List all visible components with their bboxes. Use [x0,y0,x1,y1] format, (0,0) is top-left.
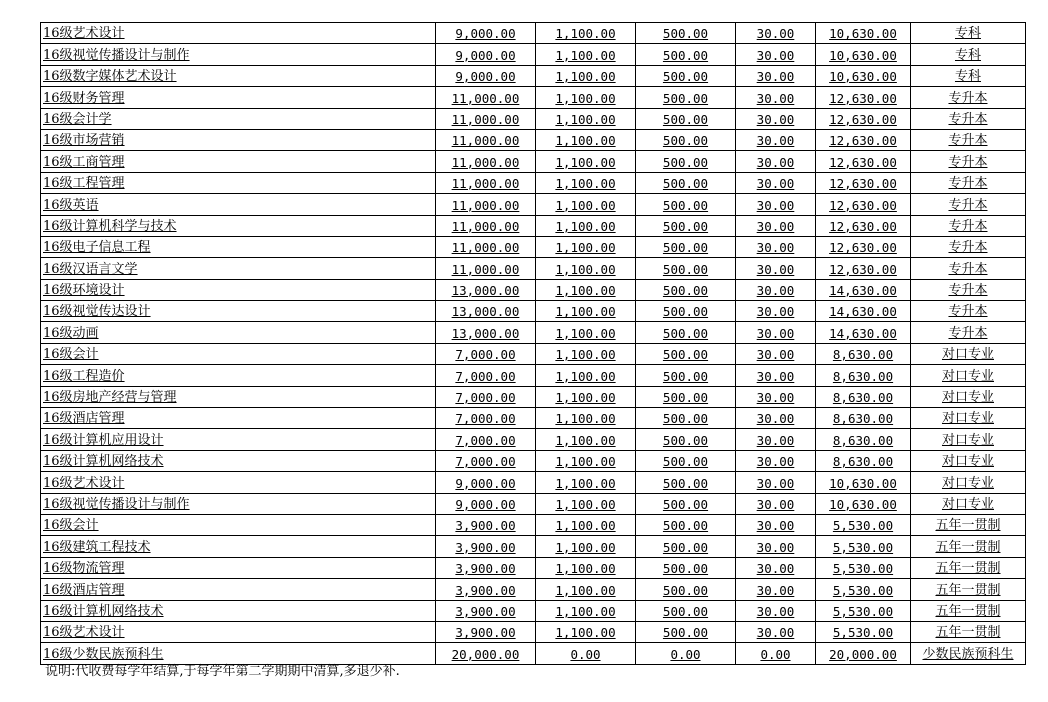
program-name-cell: 16级物流管理 [41,557,436,578]
fee-cell: 1,100.00 [536,343,636,364]
fee-cell: 500.00 [636,365,736,386]
tuition-cell: 11,000.00 [436,151,536,172]
table-row [41,322,1026,343]
total-cell: 14,630.00 [816,279,911,300]
table-row [41,386,1026,407]
program-name-cell: 16级计算机网络技术 [41,600,436,621]
table-row [41,301,1026,322]
program-name-cell: 16级数字媒体艺术设计 [41,65,436,86]
tuition-cell: 13,000.00 [436,322,536,343]
fee-cell: 1,100.00 [536,44,636,65]
total-cell: 12,630.00 [816,258,911,279]
tuition-cell: 11,000.00 [436,236,536,257]
tuition-cell: 11,000.00 [436,172,536,193]
fee-cell: 1,100.00 [536,450,636,471]
total-cell: 5,530.00 [816,514,911,535]
program-name-cell: 16级计算机科学与技术 [41,215,436,236]
table-row [41,279,1026,300]
tuition-cell: 7,000.00 [436,450,536,471]
fee-cell: 1,100.00 [536,429,636,450]
total-cell: 14,630.00 [816,301,911,322]
level-cell: 专升本 [911,151,1026,172]
fee-cell: 30.00 [736,279,816,300]
fee-cell: 1,100.00 [536,365,636,386]
fee-cell: 500.00 [636,108,736,129]
fee-cell: 1,100.00 [536,215,636,236]
fee-cell: 500.00 [636,194,736,215]
table-row [41,408,1026,429]
fee-cell: 30.00 [736,236,816,257]
tuition-cell: 3,900.00 [436,514,536,535]
tuition-cell: 9,000.00 [436,65,536,86]
footnote: 说明:代收费每学年结算,于每学年第二学期期中清算,多退少补. [45,664,400,679]
level-cell: 专升本 [911,172,1026,193]
level-cell: 专升本 [911,215,1026,236]
level-cell: 专升本 [911,258,1026,279]
tuition-cell: 9,000.00 [436,472,536,493]
total-cell: 12,630.00 [816,151,911,172]
fee-cell: 1,100.00 [536,236,636,257]
total-cell: 5,530.00 [816,557,911,578]
total-cell: 8,630.00 [816,408,911,429]
tuition-cell: 11,000.00 [436,108,536,129]
table-row [41,215,1026,236]
table-row [41,151,1026,172]
fee-cell: 1,100.00 [536,87,636,108]
fee-cell: 1,100.00 [536,23,636,44]
program-name-cell: 16级财务管理 [41,87,436,108]
program-name-cell: 16级视觉传达设计 [41,301,436,322]
fee-cell: 500.00 [636,429,736,450]
fee-cell: 500.00 [636,322,736,343]
fee-cell: 1,100.00 [536,258,636,279]
fee-cell: 500.00 [636,172,736,193]
total-cell: 10,630.00 [816,23,911,44]
program-name-cell: 16级动画 [41,322,436,343]
fee-table-body [41,23,1026,665]
fee-cell: 1,100.00 [536,151,636,172]
fee-cell: 30.00 [736,258,816,279]
total-cell: 12,630.00 [816,172,911,193]
table-row [41,472,1026,493]
program-name-cell: 16级工程管理 [41,172,436,193]
tuition-cell: 11,000.00 [436,258,536,279]
level-cell: 专科 [911,65,1026,86]
fee-cell: 30.00 [736,472,816,493]
table-row [41,621,1026,642]
tuition-cell: 3,900.00 [436,600,536,621]
table-row [41,129,1026,150]
fee-cell: 30.00 [736,108,816,129]
tuition-cell: 11,000.00 [436,87,536,108]
program-name-cell: 16级会计 [41,514,436,535]
fee-table [40,22,1026,665]
fee-cell: 30.00 [736,343,816,364]
fee-cell: 30.00 [736,172,816,193]
fee-cell: 30.00 [736,301,816,322]
fee-cell: 1,100.00 [536,600,636,621]
tuition-cell: 9,000.00 [436,493,536,514]
table-row [41,44,1026,65]
total-cell: 5,530.00 [816,579,911,600]
fee-cell: 30.00 [736,44,816,65]
fee-cell: 30.00 [736,408,816,429]
fee-cell: 30.00 [736,23,816,44]
table-row [41,343,1026,364]
tuition-cell: 3,900.00 [436,621,536,642]
program-name-cell: 16级会计学 [41,108,436,129]
fee-cell: 0.00 [536,643,636,664]
fee-cell: 1,100.00 [536,65,636,86]
tuition-cell: 9,000.00 [436,44,536,65]
tuition-cell: 3,900.00 [436,536,536,557]
level-cell: 对口专业 [911,343,1026,364]
fee-cell: 1,100.00 [536,579,636,600]
total-cell: 12,630.00 [816,87,911,108]
fee-cell: 1,100.00 [536,386,636,407]
level-cell: 少数民族预科生 [911,643,1026,664]
fee-cell: 1,100.00 [536,472,636,493]
level-cell: 专科 [911,23,1026,44]
fee-cell: 1,100.00 [536,536,636,557]
tuition-cell: 7,000.00 [436,429,536,450]
fee-cell: 1,100.00 [536,493,636,514]
tuition-cell: 11,000.00 [436,194,536,215]
level-cell: 专升本 [911,87,1026,108]
fee-cell: 500.00 [636,536,736,557]
fee-cell: 30.00 [736,557,816,578]
level-cell: 五年一贯制 [911,557,1026,578]
total-cell: 8,630.00 [816,343,911,364]
fee-cell: 500.00 [636,44,736,65]
level-cell: 五年一贯制 [911,600,1026,621]
program-name-cell: 16级英语 [41,194,436,215]
total-cell: 10,630.00 [816,472,911,493]
table-row [41,493,1026,514]
program-name-cell: 16级汉语言文学 [41,258,436,279]
fee-cell: 500.00 [636,579,736,600]
level-cell: 对口专业 [911,493,1026,514]
level-cell: 专升本 [911,279,1026,300]
total-cell: 8,630.00 [816,429,911,450]
level-cell: 专升本 [911,194,1026,215]
total-cell: 8,630.00 [816,365,911,386]
fee-cell: 30.00 [736,322,816,343]
fee-cell: 1,100.00 [536,279,636,300]
fee-cell: 500.00 [636,343,736,364]
level-cell: 对口专业 [911,386,1026,407]
fee-cell: 30.00 [736,365,816,386]
table-row [41,108,1026,129]
table-row [41,557,1026,578]
table-row [41,365,1026,386]
fee-cell: 1,100.00 [536,514,636,535]
fee-cell: 1,100.00 [536,129,636,150]
fee-cell: 30.00 [736,536,816,557]
total-cell: 10,630.00 [816,493,911,514]
fee-cell: 30.00 [736,129,816,150]
tuition-cell: 3,900.00 [436,579,536,600]
fee-cell: 30.00 [736,429,816,450]
fee-cell: 500.00 [636,65,736,86]
fee-cell: 500.00 [636,386,736,407]
tuition-cell: 11,000.00 [436,215,536,236]
tuition-cell: 11,000.00 [436,129,536,150]
total-cell: 8,630.00 [816,386,911,407]
fee-cell: 1,100.00 [536,194,636,215]
program-name-cell: 16级视觉传播设计与制作 [41,493,436,514]
fee-cell: 30.00 [736,621,816,642]
fee-cell: 500.00 [636,514,736,535]
fee-cell: 0.00 [736,643,816,664]
program-name-cell: 16级工商管理 [41,151,436,172]
total-cell: 8,630.00 [816,450,911,471]
fee-cell: 1,100.00 [536,322,636,343]
total-cell: 5,530.00 [816,600,911,621]
program-name-cell: 16级房地产经营与管理 [41,386,436,407]
fee-cell: 500.00 [636,450,736,471]
fee-cell: 500.00 [636,215,736,236]
level-cell: 专升本 [911,129,1026,150]
fee-cell: 30.00 [736,87,816,108]
tuition-cell: 7,000.00 [436,408,536,429]
fee-cell: 500.00 [636,236,736,257]
table-row [41,23,1026,44]
level-cell: 专升本 [911,236,1026,257]
fee-cell: 30.00 [736,194,816,215]
tuition-cell: 7,000.00 [436,343,536,364]
level-cell: 专升本 [911,108,1026,129]
level-cell: 对口专业 [911,450,1026,471]
fee-cell: 500.00 [636,600,736,621]
table-row [41,236,1026,257]
level-cell: 专升本 [911,322,1026,343]
program-name-cell: 16级环境设计 [41,279,436,300]
total-cell: 12,630.00 [816,129,911,150]
fee-cell: 500.00 [636,129,736,150]
total-cell: 5,530.00 [816,621,911,642]
program-name-cell: 16级艺术设计 [41,621,436,642]
fee-cell: 30.00 [736,450,816,471]
total-cell: 5,530.00 [816,536,911,557]
fee-cell: 500.00 [636,23,736,44]
total-cell: 12,630.00 [816,215,911,236]
fee-cell: 30.00 [736,579,816,600]
tuition-cell: 7,000.00 [436,365,536,386]
fee-cell: 500.00 [636,621,736,642]
level-cell: 专科 [911,44,1026,65]
program-name-cell: 16级计算机网络技术 [41,450,436,471]
level-cell: 对口专业 [911,408,1026,429]
tuition-cell: 20,000.00 [436,643,536,664]
program-name-cell: 16级酒店管理 [41,408,436,429]
table-row [41,429,1026,450]
fee-cell: 1,100.00 [536,108,636,129]
fee-cell: 1,100.00 [536,408,636,429]
fee-cell: 500.00 [636,408,736,429]
total-cell: 12,630.00 [816,236,911,257]
total-cell: 10,630.00 [816,44,911,65]
fee-cell: 500.00 [636,472,736,493]
fee-cell: 500.00 [636,301,736,322]
level-cell: 对口专业 [911,429,1026,450]
table-row [41,600,1026,621]
level-cell: 对口专业 [911,365,1026,386]
total-cell: 12,630.00 [816,194,911,215]
total-cell: 14,630.00 [816,322,911,343]
program-name-cell: 16级艺术设计 [41,23,436,44]
fee-cell: 30.00 [736,386,816,407]
table-row [41,65,1026,86]
table-row [41,450,1026,471]
level-cell: 五年一贯制 [911,621,1026,642]
table-row [41,194,1026,215]
fee-cell: 500.00 [636,151,736,172]
fee-cell: 30.00 [736,493,816,514]
table-row [41,514,1026,535]
program-name-cell: 16级酒店管理 [41,579,436,600]
fee-cell: 1,100.00 [536,621,636,642]
fee-cell: 500.00 [636,258,736,279]
program-name-cell: 16级视觉传播设计与制作 [41,44,436,65]
fee-cell: 30.00 [736,215,816,236]
level-cell: 专升本 [911,301,1026,322]
table-row [41,87,1026,108]
program-name-cell: 16级工程造价 [41,365,436,386]
table-row [41,172,1026,193]
fee-cell: 0.00 [636,643,736,664]
table-row [41,579,1026,600]
fee-cell: 500.00 [636,557,736,578]
total-cell: 20,000.00 [816,643,911,664]
fee-cell: 30.00 [736,514,816,535]
program-name-cell: 16级计算机应用设计 [41,429,436,450]
total-cell: 12,630.00 [816,108,911,129]
program-name-cell: 16级电子信息工程 [41,236,436,257]
fee-cell: 500.00 [636,87,736,108]
program-name-cell: 16级少数民族预科生 [41,643,436,664]
level-cell: 五年一贯制 [911,579,1026,600]
fee-cell: 30.00 [736,151,816,172]
fee-cell: 30.00 [736,65,816,86]
program-name-cell: 16级会计 [41,343,436,364]
program-name-cell: 16级市场营销 [41,129,436,150]
level-cell: 对口专业 [911,472,1026,493]
total-cell: 10,630.00 [816,65,911,86]
program-name-cell: 16级艺术设计 [41,472,436,493]
fee-cell: 1,100.00 [536,301,636,322]
table-row [41,536,1026,557]
tuition-cell: 13,000.00 [436,301,536,322]
fee-cell: 30.00 [736,600,816,621]
fee-cell: 500.00 [636,493,736,514]
tuition-cell: 3,900.00 [436,557,536,578]
tuition-cell: 7,000.00 [436,386,536,407]
program-name-cell: 16级建筑工程技术 [41,536,436,557]
level-cell: 五年一贯制 [911,514,1026,535]
fee-cell: 1,100.00 [536,557,636,578]
tuition-cell: 9,000.00 [436,23,536,44]
fee-cell: 1,100.00 [536,172,636,193]
fee-cell: 500.00 [636,279,736,300]
level-cell: 五年一贯制 [911,536,1026,557]
tuition-cell: 13,000.00 [436,279,536,300]
table-row [41,258,1026,279]
